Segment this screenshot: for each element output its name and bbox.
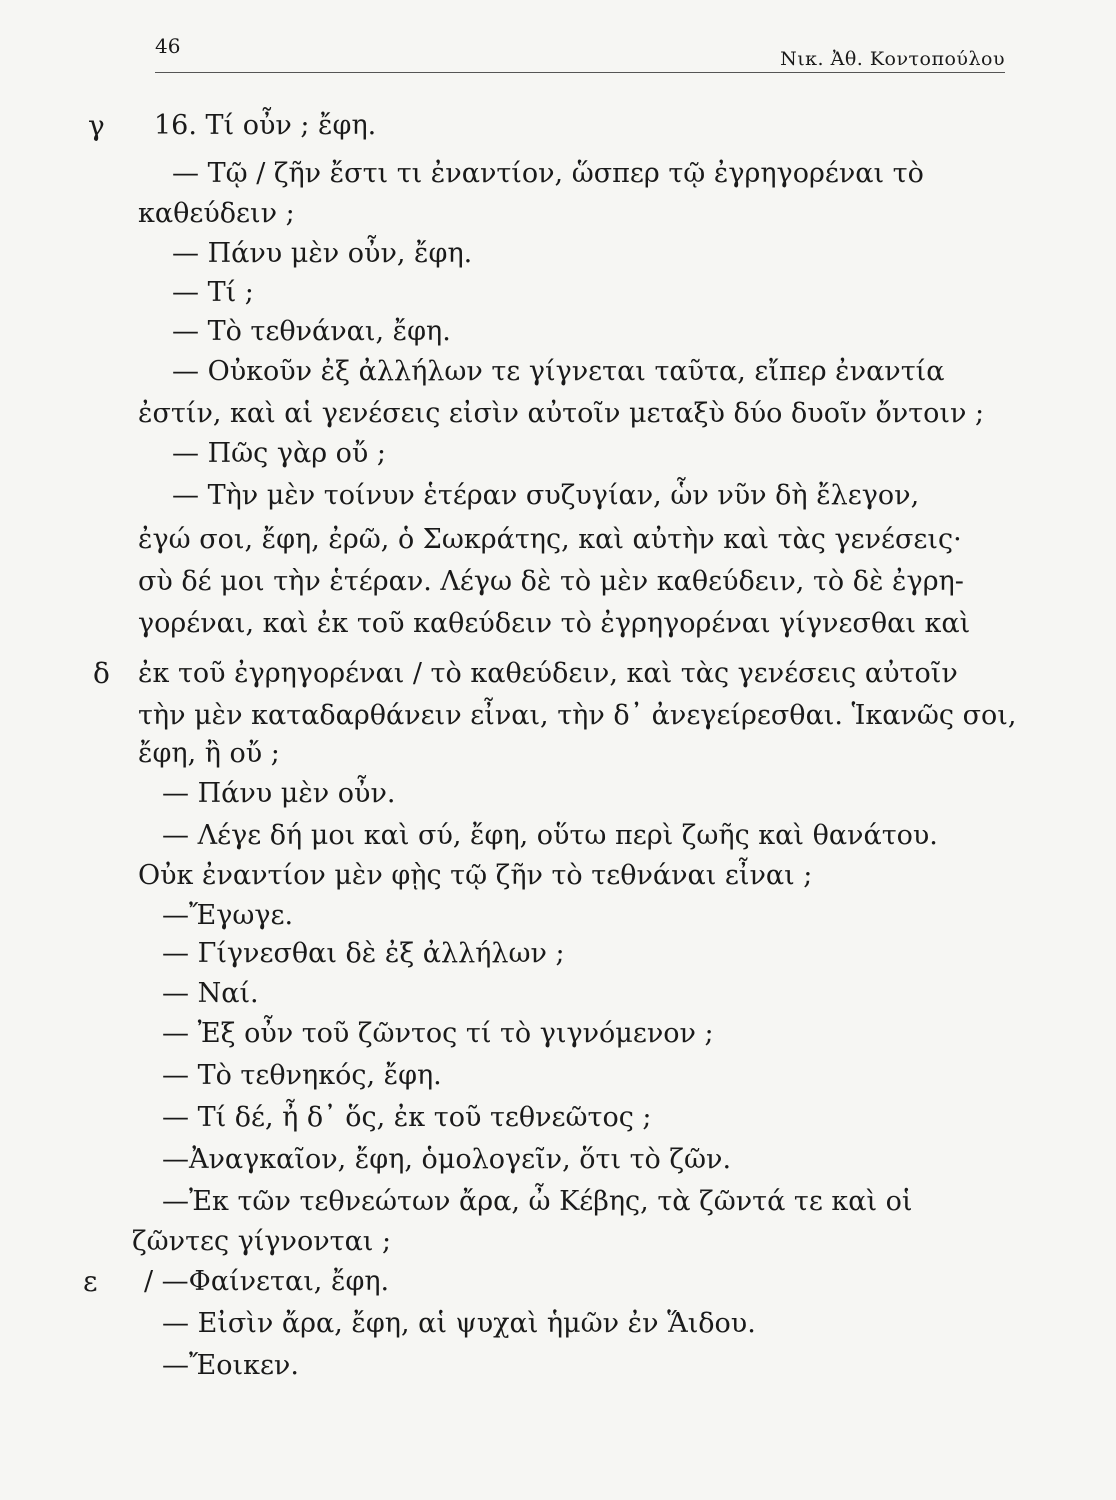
text-line: ἐστίν, καὶ αἱ γενέσεις εἰσὶν αὐτοῖν μεταξὺ δύο δυοῖν ὄντοιν ; [138, 398, 985, 429]
text-line: καθεύδειν ; [138, 198, 295, 229]
text-line: τὴν μὲν καταδαρθάνειν εἶναι, τὴν δ᾽ ἀνεγείρεσθαι. Ἱκανῶς σοι, [138, 700, 1017, 731]
text-line: σὺ δέ μοι τὴν ἑτέραν. Λέγω δὲ τὸ μὲν καθεύδειν, τὸ δὲ ἐγρη- [138, 566, 964, 597]
text-line: — Πάνυ μὲν οὖν, ἔφη. [172, 238, 473, 269]
text-line: —Ἔοικεν. [162, 1350, 299, 1381]
margin-letter-epsilon: ε [83, 1265, 98, 1298]
text-line: — Τί ; [172, 277, 254, 308]
text-line: — Πῶς γὰρ οὔ ; [172, 438, 387, 469]
page-header [155, 28, 1005, 73]
text-line: — Οὐκοῦν ἐξ ἀλλήλων τε γίγνεται ταῦτα, εἴπερ ἐναντία [172, 356, 945, 387]
margin-letter-gamma: γ [88, 109, 105, 142]
text-line: — Λέγε δή μοι καὶ σύ, ἔφη, οὕτω περὶ ζωῆς καὶ θανάτου. [162, 820, 938, 851]
margin-letter-delta: δ [93, 657, 110, 690]
text-line: 16. Τί οὖν ; ἔφη. [154, 110, 377, 141]
text-line: ἐγώ σοι, ἔφη, ἐρῶ, ὁ Σωκράτης, καὶ αὐτὴν καὶ τὰς γενέσεις· [138, 524, 962, 555]
text-line: ἔφη, ἢ οὔ ; [138, 738, 280, 769]
text-line: — Πάνυ μὲν οὖν. [162, 778, 396, 809]
text-line: — Εἰσὶν ἄρα, ἔφη, αἱ ψυχαὶ ἡμῶν ἐν Ἅιδου. [162, 1308, 756, 1339]
text-line: —Ἐκ τῶν τεθνεώτων ἄρα, ὦ Κέβης, τὰ ζῶντά τε καὶ οἱ [162, 1186, 913, 1217]
text-line: — Τῷ / ζῆν ἔστι τι ἐναντίον, ὥσπερ τῷ ἐγρηγορέναι τὸ [172, 158, 924, 189]
text-line: / —Φαίνεται, ἔφη. [144, 1266, 390, 1297]
text-line: —Ἀναγκαῖον, ἔφη, ὁμολογεῖν, ὅτι τὸ ζῶν. [162, 1144, 732, 1175]
text-line: — Τὴν μὲν τοίνυν ἑτέραν συζυγίαν, ὧν νῦν δὴ ἔλεγον, [172, 480, 920, 511]
text-line: — Τὸ τεθνάναι, ἔφη. [172, 316, 451, 347]
text-line: γορέναι, καὶ ἐκ τοῦ καθεύδειν τὸ ἐγρηγορέναι γίγνεσθαι καὶ [138, 608, 971, 639]
text-line: Οὐκ ἐναντίον μὲν φῂς τῷ ζῆν τὸ τεθνάναι εἶναι ; [138, 860, 813, 891]
text-line: — Ναί. [162, 978, 259, 1009]
text-line: — Ἐξ οὖν τοῦ ζῶντος τί τὸ γιγνόμενον ; [162, 1018, 714, 1049]
text-line: ἐκ τοῦ ἐγρηγορέναι / τὸ καθεύδειν, καὶ τὰς γενέσεις αὐτοῖν [138, 658, 958, 689]
page-number: 46 [155, 34, 181, 58]
text-line: — Γίγνεσθαι δὲ ἐξ ἀλλήλων ; [162, 938, 565, 969]
text-line: —Ἔγωγε. [162, 900, 294, 931]
text-line: — Τί δέ, ἦ δ᾽ ὅς, ἐκ τοῦ τεθνεῶτος ; [162, 1102, 652, 1133]
text-line: ζῶντες γίγνονται ; [132, 1226, 392, 1257]
text-line: — Τὸ τεθνηκός, ἔφη. [162, 1060, 442, 1091]
running-head: Νικ. Ἀθ. Κοντοπούλου [780, 48, 1005, 70]
